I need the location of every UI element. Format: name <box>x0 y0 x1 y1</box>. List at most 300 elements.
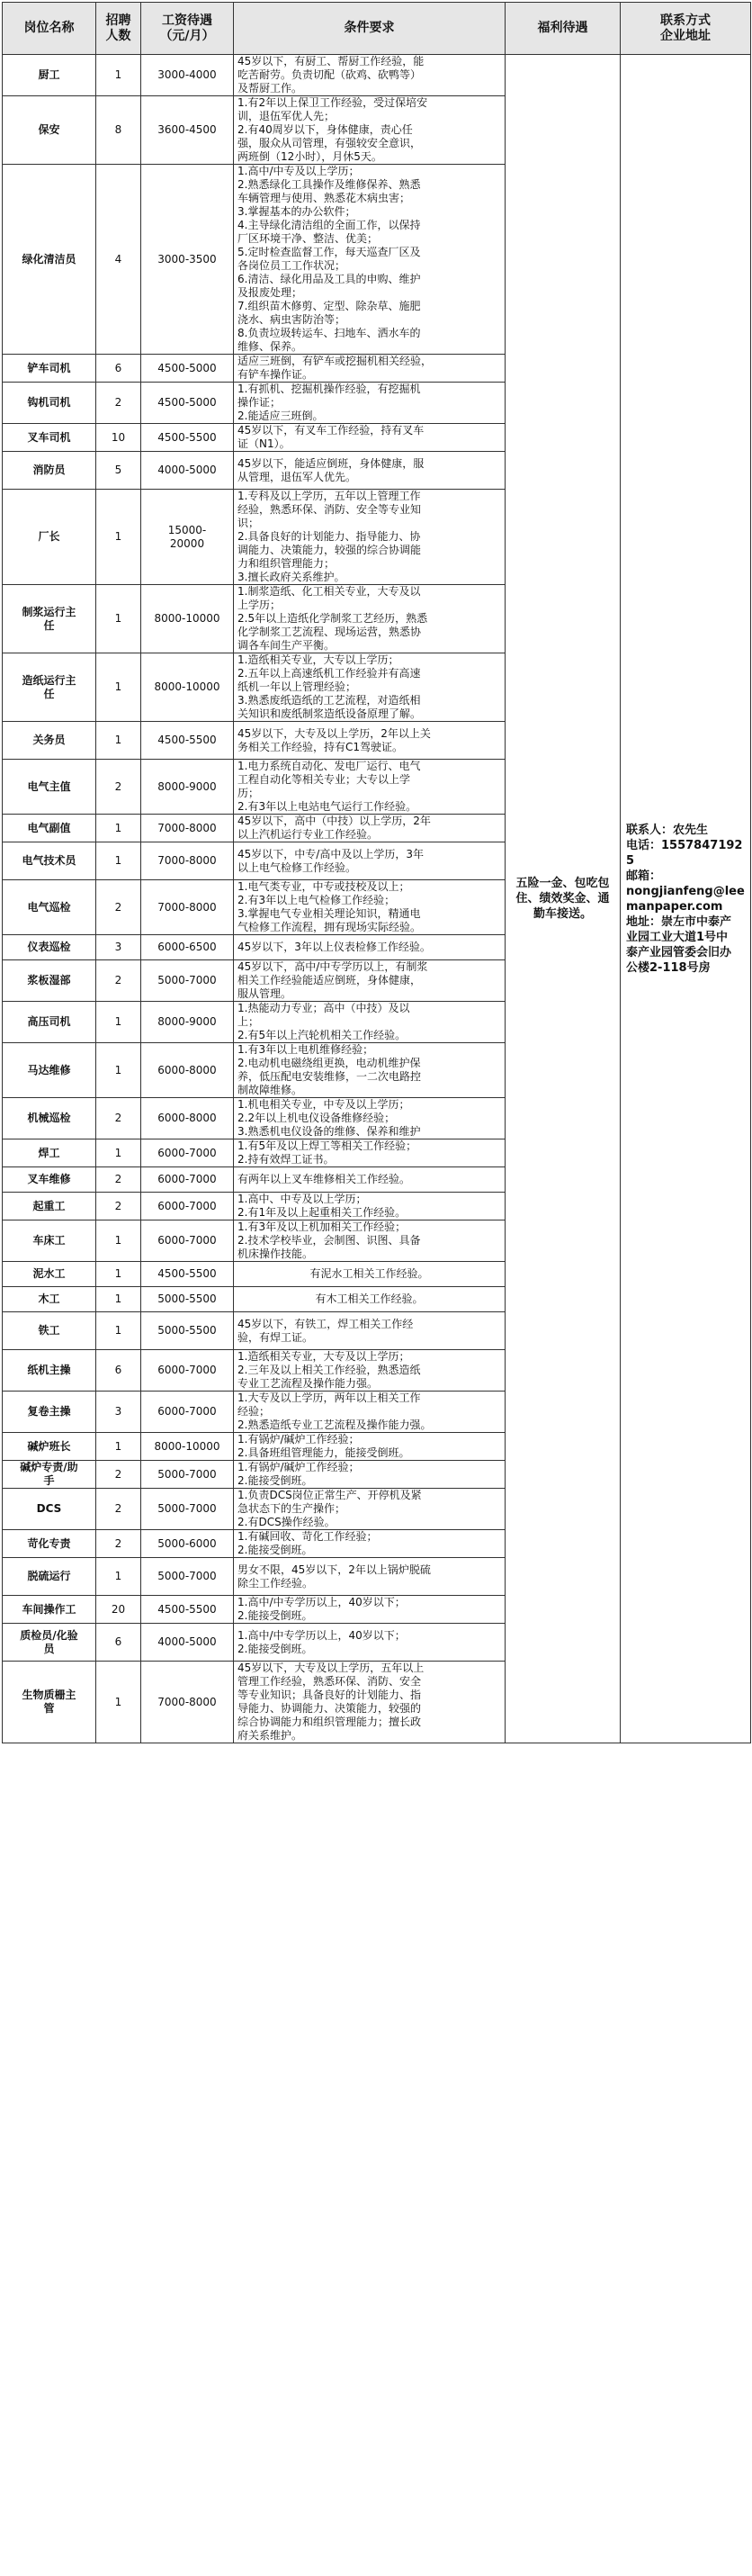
job-count: 2 <box>96 960 141 1002</box>
text-line: 证（N1）。 <box>237 437 291 450</box>
text-line: 及报废处理； <box>237 286 303 299</box>
job-rows <box>3 55 751 1743</box>
header-requirements <box>234 3 506 55</box>
job-requirements <box>234 383 506 424</box>
text-line: 有两年以上叉车维修相关工作经验。 <box>237 1173 411 1185</box>
job-pay <box>141 165 234 355</box>
job-requirements <box>234 1558 506 1596</box>
job-requirements <box>234 1167 506 1193</box>
text-line: 岗位名称 <box>23 21 75 35</box>
job-position <box>3 1287 96 1312</box>
text-line: 起重工 <box>32 1199 66 1212</box>
job-requirements <box>234 1530 506 1558</box>
job-requirements <box>234 585 506 653</box>
text-line: 4500-5500 <box>157 1602 217 1616</box>
job-requirements <box>234 935 506 960</box>
text-line: 8000-9000 <box>157 1015 217 1028</box>
text-line: 2.具备班组管理能力，能接受倒班。 <box>237 1446 410 1459</box>
job-pay <box>141 880 234 935</box>
job-pay <box>141 424 234 452</box>
text-line: 叉车司机 <box>27 430 71 444</box>
text-line: 5000-7000 <box>157 1502 217 1515</box>
job-requirements <box>234 1043 506 1098</box>
job-count: 2 <box>96 1167 141 1193</box>
text-line: 1.热能动力专业；高中（中技）及以 <box>237 1002 410 1014</box>
text-line: 以上汽机运行专业工作经验。 <box>237 828 379 841</box>
text-line: 制故障维修。 <box>237 1084 303 1096</box>
text-line: 管 <box>43 1702 55 1715</box>
job-count: 8 <box>96 96 141 165</box>
text-line: 7000-8000 <box>157 1695 217 1708</box>
job-count: 1 <box>96 842 141 880</box>
text-line: 电气副值 <box>27 821 71 834</box>
header-welfare <box>506 3 621 55</box>
text-line: 消防员 <box>32 464 66 476</box>
text-line: 1.大专及以上学历，两年以上相关工作 <box>237 1392 421 1404</box>
job-pay <box>141 1002 234 1043</box>
text-line: 2.2年以上机电仪设备维修经验； <box>237 1112 396 1124</box>
text-line: 高压司机 <box>27 1015 71 1028</box>
text-line: 纸机一年以上管理经验； <box>237 680 357 693</box>
text-line: 2.有40周岁以下，身体健康，责心任 <box>237 123 413 136</box>
header-position <box>3 3 96 55</box>
text-line: 4500-5000 <box>157 361 217 374</box>
job-position <box>3 722 96 760</box>
text-line: 1.制浆造纸、化工相关专业，大专及以 <box>237 585 421 598</box>
text-line: 联系人：农先生 <box>626 823 709 837</box>
text-line: 员 <box>43 1642 55 1655</box>
text-line: 1.有3年以上电机维修经验； <box>237 1043 374 1056</box>
welfare-cell <box>506 55 621 1743</box>
text-line: 1.有抓机、挖掘机操作经验，有挖掘机 <box>237 383 421 395</box>
text-line: 1.有2年以上保卫工作经验，受过保培安 <box>237 96 428 109</box>
job-pay <box>141 1662 234 1743</box>
text-line: 1.造纸相关专业，大专以上学历； <box>237 653 399 666</box>
job-position <box>3 1312 96 1350</box>
text-line: 有铲车操作证。 <box>237 368 314 381</box>
text-line: 2.有1年及以上起重相关工作经验。 <box>237 1206 407 1219</box>
job-count: 1 <box>96 585 141 653</box>
text-line: 住、绩效奖金、通 <box>515 892 610 905</box>
job-count: 1 <box>96 1262 141 1287</box>
text-line: 7000-8000 <box>157 900 217 914</box>
text-line: 厂长 <box>38 530 60 543</box>
text-line: 15000- <box>167 523 207 536</box>
text-line: 1.有5年及以上焊工等相关工作经验； <box>237 1139 417 1152</box>
job-requirements <box>234 722 506 760</box>
job-pay <box>141 935 234 960</box>
job-requirements <box>234 1287 506 1312</box>
job-requirements <box>234 424 506 452</box>
text-line: 有木工相关工作经验。 <box>315 1293 424 1305</box>
text-line: 工资待遇 <box>162 13 212 28</box>
text-line: 45岁以下，有厨工、帮厨工作经验，能 <box>237 55 425 68</box>
text-line: 铲车司机 <box>27 361 71 374</box>
text-line: 电气主值 <box>27 779 71 793</box>
text-line: 验，有焊工证。 <box>237 1330 314 1344</box>
header-pay <box>141 3 234 55</box>
job-pay <box>141 1287 234 1312</box>
text-line: 2.有5年以上汽轮机相关工作经验。 <box>237 1029 407 1041</box>
text-line: 3000-4000 <box>157 68 217 81</box>
text-line: 识； <box>237 517 260 529</box>
text-line: 养，低压配电安装维修，一二次电路控 <box>237 1070 422 1083</box>
text-line: 2.五年以上高速纸机工作经验并有高速 <box>237 667 421 680</box>
job-pay <box>141 842 234 880</box>
text-line: 1.负责DCS岗位正常生产、开停机及紧 <box>237 1489 422 1501</box>
text-line: 从管理，退伍军人优先。 <box>237 470 357 483</box>
text-line: 车辆管理与使用、熟悉花木病虫害； <box>237 192 411 204</box>
text-line: 保安 <box>38 123 60 136</box>
job-requirements <box>234 1624 506 1662</box>
text-line: 5000-7000 <box>157 1467 217 1481</box>
text-line: 调各车间生产平衡。 <box>237 639 336 652</box>
text-line: DCS <box>36 1502 62 1515</box>
text-line: 6000-7000 <box>157 1405 217 1418</box>
job-position <box>3 760 96 815</box>
job-count: 4 <box>96 165 141 355</box>
text-line: 企业地址 <box>660 28 711 43</box>
job-requirements <box>234 1433 506 1461</box>
text-line: 6000-7000 <box>157 1173 217 1185</box>
job-position <box>3 165 96 355</box>
job-position <box>3 1262 96 1287</box>
text-line: manpaper.com <box>626 899 723 914</box>
text-line: 机械巡检 <box>27 1112 71 1124</box>
text-line: 1.高中/中专学历以上，40岁以下； <box>237 1628 406 1642</box>
text-line: 工程自动化等相关专业；大专以上学 <box>237 773 411 786</box>
job-requirements <box>234 96 506 165</box>
text-line: （元/月） <box>159 28 215 43</box>
job-position <box>3 1193 96 1220</box>
text-line: 2.有3年以上电气检修工作经验； <box>237 894 396 906</box>
job-requirements <box>234 1139 506 1167</box>
job-position <box>3 96 96 165</box>
header-count <box>96 3 141 55</box>
job-table <box>2 2 751 1743</box>
job-requirements <box>234 653 506 722</box>
text-line: 6000-8000 <box>157 1063 217 1076</box>
job-pay <box>141 355 234 383</box>
text-line: 7000-8000 <box>157 854 217 867</box>
text-line: 制浆运行主 <box>22 605 76 618</box>
job-position <box>3 1461 96 1489</box>
text-line: 4000-5000 <box>157 1635 217 1648</box>
text-line: 经验； <box>237 1405 271 1418</box>
job-pay <box>141 1624 234 1662</box>
text-line: 造纸运行主 <box>22 673 76 687</box>
text-line: 手 <box>43 1474 55 1487</box>
text-line: 6000-8000 <box>157 1112 217 1124</box>
job-requirements <box>234 1220 506 1262</box>
job-count: 1 <box>96 1662 141 1743</box>
job-pay <box>141 1392 234 1433</box>
text-line: 适应三班倒，有铲车或挖掘机相关经验， <box>237 355 433 367</box>
job-count: 20 <box>96 1596 141 1624</box>
job-count: 1 <box>96 1139 141 1167</box>
job-position <box>3 1220 96 1262</box>
text-line: 4500-5500 <box>157 430 217 444</box>
job-row <box>3 55 751 96</box>
text-line: 2.三年及以上相关工作经验，熟悉造纸 <box>237 1364 421 1376</box>
job-position <box>3 424 96 452</box>
text-line: 4500-5500 <box>157 734 217 746</box>
job-pay <box>141 1530 234 1558</box>
job-requirements <box>234 165 506 355</box>
text-line: 2.能接受倒班。 <box>237 1642 313 1655</box>
text-line: 邮箱： <box>626 869 662 883</box>
text-line: 化学制浆工艺流程、现场运营，熟悉协 <box>237 626 422 638</box>
job-position <box>3 452 96 490</box>
job-position <box>3 490 96 585</box>
text-line: 4000-5000 <box>157 464 217 476</box>
text-line: 1.有碱回收、苛化工作经验； <box>237 1530 378 1543</box>
text-line: 2.能接受倒班。 <box>237 1544 313 1556</box>
text-line: 服从管理。 <box>237 987 292 1000</box>
text-line: 5000-7000 <box>157 974 217 986</box>
text-line: 急状态下的生产操作； <box>237 1502 346 1515</box>
text-line: 操作证； <box>237 396 282 409</box>
text-line: 45岁以下，大专及以上学历，五年以上 <box>237 1662 425 1674</box>
text-line: 马达维修 <box>27 1063 71 1076</box>
text-line: 气检修工作流程，拥有现场实际经验。 <box>237 921 422 933</box>
contact-cell <box>621 55 751 1743</box>
job-count: 1 <box>96 1043 141 1098</box>
text-line: 导能力、协调能力、决策能力，较强的 <box>237 1702 422 1715</box>
text-line: 两班倒（12小时），月休5天。 <box>237 150 382 163</box>
job-count: 2 <box>96 1530 141 1558</box>
job-pay <box>141 960 234 1002</box>
text-line: 福利待遇 <box>537 21 588 35</box>
text-line: 6000-6500 <box>157 941 217 953</box>
job-position <box>3 1624 96 1662</box>
text-line: 浆板湿部 <box>27 974 71 986</box>
job-position <box>3 960 96 1002</box>
job-pay <box>141 383 234 424</box>
job-count: 1 <box>96 1220 141 1262</box>
text-line: 45岁以下，3年以上仪表检修工作经验。 <box>237 941 431 953</box>
job-count: 2 <box>96 880 141 935</box>
job-count: 6 <box>96 355 141 383</box>
text-line: 20000 <box>169 536 205 550</box>
text-line: 7000-8000 <box>157 821 217 834</box>
text-line: 3600-4500 <box>157 123 217 136</box>
job-count: 3 <box>96 1392 141 1433</box>
text-line: 1.电气类专业，中专或技校及以上； <box>237 880 410 893</box>
text-line: 1.有锅炉/碱炉工作经验； <box>237 1461 360 1473</box>
job-requirements <box>234 760 506 815</box>
text-line: 管理工作经验，熟悉环保、消防、安全 <box>237 1675 422 1688</box>
job-requirements <box>234 1350 506 1392</box>
text-line: 任 <box>43 687 55 700</box>
job-pay <box>141 585 234 653</box>
text-line: 8000-9000 <box>157 779 217 793</box>
job-pay <box>141 722 234 760</box>
text-line: 车床工 <box>32 1234 66 1247</box>
job-count: 2 <box>96 383 141 424</box>
job-position <box>3 1043 96 1098</box>
job-count: 1 <box>96 1433 141 1461</box>
text-line: 6000-7000 <box>157 1199 217 1212</box>
text-line: 关务员 <box>32 734 66 746</box>
job-requirements <box>234 1193 506 1220</box>
text-line: 2.电动机电磁绕组更换，电动机维护保 <box>237 1057 421 1069</box>
text-line: 铁工 <box>38 1324 60 1337</box>
job-pay <box>141 1596 234 1624</box>
text-line: 吃苦耐劳。负责切配（砍鸡、砍鸭等） <box>237 68 422 81</box>
job-count: 2 <box>96 1193 141 1220</box>
job-requirements <box>234 1392 506 1433</box>
text-line: 人数 <box>105 28 131 43</box>
job-position <box>3 815 96 842</box>
job-requirements <box>234 1312 506 1350</box>
job-count: 2 <box>96 1461 141 1489</box>
text-line: 6000-7000 <box>157 1146 217 1159</box>
job-count: 5 <box>96 452 141 490</box>
job-requirements <box>234 1098 506 1139</box>
job-position <box>3 653 96 722</box>
text-line: 历； <box>237 787 260 799</box>
text-line: 维修、保养。 <box>237 340 303 353</box>
text-line: 1.高中/中专及以上学历； <box>237 165 360 177</box>
text-line: 3.掌握电气专业相关理论知识，精通电 <box>237 907 421 920</box>
text-line: 相关工作经验能适应倒班，身体健康， <box>237 974 422 986</box>
job-position <box>3 842 96 880</box>
text-line: 以上电气检修工作经验。 <box>237 860 357 874</box>
job-position <box>3 1098 96 1139</box>
text-line: 2.持有效焊工证书。 <box>237 1153 335 1166</box>
text-line: 木工 <box>38 1293 60 1305</box>
job-position <box>3 1558 96 1596</box>
job-requirements <box>234 1662 506 1743</box>
job-requirements <box>234 1596 506 1624</box>
text-line: 府关系维护。 <box>237 1729 303 1742</box>
job-pay <box>141 1043 234 1098</box>
job-pay <box>141 1350 234 1392</box>
job-count: 6 <box>96 1624 141 1662</box>
job-requirements <box>234 490 506 585</box>
text-line: 3.掌握基本的办公软件； <box>237 205 356 218</box>
text-line: 4500-5000 <box>157 396 217 409</box>
text-line: 4500-5500 <box>157 1267 217 1280</box>
text-line: 公楼2-118号房 <box>626 960 711 975</box>
job-count: 10 <box>96 424 141 452</box>
text-line: 叉车维修 <box>27 1173 71 1185</box>
text-line: 仪表巡检 <box>27 941 71 953</box>
job-position <box>3 1350 96 1392</box>
job-count: 1 <box>96 1287 141 1312</box>
job-position <box>3 585 96 653</box>
job-count: 1 <box>96 653 141 722</box>
job-pay <box>141 1461 234 1489</box>
job-position <box>3 383 96 424</box>
text-line: 泰产业园管委会旧办 <box>626 945 732 959</box>
text-line: 生物质栅主 <box>22 1689 76 1701</box>
text-line: 厨工 <box>38 68 60 81</box>
text-line: 等专业知识；具备良好的计划能力、指 <box>237 1689 422 1701</box>
text-line: 5000-7000 <box>157 1570 217 1582</box>
text-line: 45岁以下，有铁工，焊工相关工作经 <box>237 1317 414 1330</box>
job-count: 2 <box>96 760 141 815</box>
text-line: 2.能适应三班倒。 <box>237 410 324 422</box>
job-pay <box>141 1098 234 1139</box>
text-line: 1.高中/中专学历以上，40岁以下； <box>237 1596 406 1608</box>
text-line: 及帮厨工作。 <box>237 82 303 95</box>
text-line: 4.主导绿化清洁组的全面工作，以保持 <box>237 219 421 231</box>
job-count: 1 <box>96 1002 141 1043</box>
job-count: 1 <box>96 1312 141 1350</box>
job-position <box>3 355 96 383</box>
job-pay <box>141 55 234 96</box>
text-line: 五险一金、包吃包 <box>515 877 610 890</box>
job-pay <box>141 1220 234 1262</box>
text-line: 1.专科及以上学历，五年以上管理工作 <box>237 490 421 502</box>
text-line: 2.能接受倒班。 <box>237 1609 313 1622</box>
job-count: 1 <box>96 55 141 96</box>
job-position <box>3 880 96 935</box>
text-line: 6000-7000 <box>157 1234 217 1247</box>
text-line: 联系方式 <box>660 13 711 28</box>
job-pay <box>141 1139 234 1167</box>
text-line: 2.熟悉绿化工具操作及维修保养、熟悉 <box>237 178 421 191</box>
text-line: 5000-6000 <box>157 1536 217 1550</box>
text-line: 机床操作技能。 <box>237 1247 314 1260</box>
job-requirements <box>234 452 506 490</box>
job-position <box>3 1392 96 1433</box>
job-position <box>3 935 96 960</box>
text-line: nongjianfeng@lee <box>626 884 745 898</box>
text-line: 焊工 <box>38 1146 60 1159</box>
text-line: 电气巡检 <box>27 900 71 914</box>
text-line: 2.有3年以上电站电气运行工作经验。 <box>237 800 417 813</box>
text-line: 6000-7000 <box>157 1364 217 1376</box>
text-line: 2.熟悉造纸专业工艺流程及操作能力强。 <box>237 1419 432 1431</box>
text-line: 车间操作工 <box>22 1602 76 1616</box>
text-line: 勤车接送。 <box>533 907 592 921</box>
text-line: 5000-5500 <box>157 1324 217 1337</box>
text-line: 综合协调能力和组织管理能力；擅长政 <box>237 1716 422 1728</box>
text-line: 3000-3500 <box>157 252 217 266</box>
text-line: 泥水工 <box>32 1267 66 1280</box>
text-line: 有泥水工相关工作经验。 <box>309 1267 429 1280</box>
job-requirements <box>234 880 506 935</box>
text-line: 8000-10000 <box>154 680 220 693</box>
text-line: 上； <box>237 1015 260 1028</box>
text-line: 苛化专责 <box>27 1536 71 1550</box>
header-row <box>3 3 751 55</box>
text-line: 电话：15578471925 <box>626 838 743 868</box>
text-line: 45岁以下，大专及以上学历，2年以上关 <box>237 726 431 740</box>
job-requirements <box>234 355 506 383</box>
job-position <box>3 1433 96 1461</box>
job-requirements <box>234 1002 506 1043</box>
job-requirements <box>234 1489 506 1530</box>
job-pay <box>141 1489 234 1530</box>
text-line: 碱炉班长 <box>27 1439 71 1453</box>
text-line: 1.电力系统自动化、发电厂运行、电气 <box>237 760 421 772</box>
job-pay <box>141 815 234 842</box>
job-pay <box>141 653 234 722</box>
job-position <box>3 1139 96 1167</box>
text-line: 条件要求 <box>344 21 395 35</box>
text-line: 复卷主操 <box>27 1405 71 1418</box>
text-line: 45岁以下，能适应倒班，身体健康，服 <box>237 456 425 470</box>
job-requirements <box>234 1262 506 1287</box>
job-requirements <box>234 960 506 1002</box>
job-count: 1 <box>96 1558 141 1596</box>
job-pay <box>141 96 234 165</box>
text-line: 45岁以下，高中（中技）以上学历，2年 <box>237 815 431 827</box>
